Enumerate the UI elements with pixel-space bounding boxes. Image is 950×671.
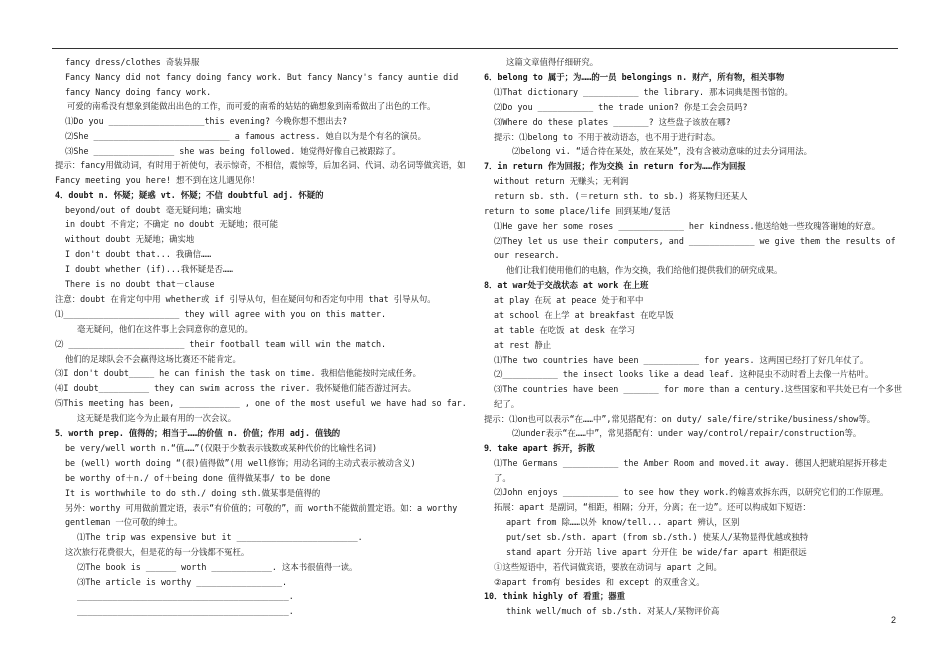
right-line: ②apart from有 besides 和 except 的双重含义。 [494,576,705,587]
left-line: ⑴The trip was expensive but it ________________________. [77,531,363,542]
left-line: ⑵The book is ______ worth ____________. 这本书很值得一读。 [77,561,358,572]
left-line: ⑴Do you ___________________this evening? 今晚你想不想出去? [65,115,348,126]
right-line: 8．at war处于交战状态 at work 在上班 [484,279,649,290]
left-line: 这次旅行花费很大，但是花的每一分钱都不冤枉。 [65,546,250,557]
right-line: at table 在吃饭 at desk 在学习 [494,324,636,335]
left-line: ⑸This meeting has been, ____________ , one of the most useful we have had so far. [55,398,467,409]
right-line: ⑶Where do these plates _______? 这些盘子该放在哪? [494,116,731,127]
right-line: put/set sb./sth. apart (from sb./sth.) 使某人/某物显得优越或独特 [506,531,809,542]
left-line: ⑴_______________________ they will agree with you on this matter. [55,308,387,319]
right-line: ⑴That dictionary ___________ the library. 那本词典是图书馆的。 [494,86,793,97]
header-rule [52,48,898,49]
page-number: 2 [890,615,896,625]
right-line: 9．take apart 拆开，拆散 [484,443,595,454]
left-line: 另外：worthy 可用做前置定语，表示“有价值的；可敬的”，而 worth不能做前置定语。如：a worthy gentleman 一位可敬的绅士。 [65,502,458,528]
right-line: 提示：⑴on也可以表示“在……中”,常见搭配有：on duty/ sale/fire/strike/business/show等。 [484,413,876,424]
right-line: stand apart 分开站 live apart 分开住 be wide/far apart 相距很远 [506,546,807,557]
right-line: ⑵John enjoys ___________ to see how they work.约翰喜欢拆东西，以研究它们的工作原理。 [494,487,889,498]
left-line: I don't doubt that... 我确信…… [65,249,212,260]
right-line: ⑵___________ the insect looks like a dead leaf. 这种昆虫不动时看上去像一片枯叶。 [494,369,874,380]
right-line: think well/much of sb./sth. 对某人/某物评价高 [506,606,720,617]
left-line: __________________________________________. [77,591,294,602]
right-line: ⑵Do you ___________ the trade union? 你是工会会员吗? [494,101,748,112]
right-line: 他们让我们使用他们的电脑，作为交换，我们给他们提供我们的研究成果。 [506,265,783,276]
right-line: 6．belong to 属于；为……的一员 belongings n. 财产，所有物，相关事物 [484,71,785,82]
left-line: ⑵ _______________________ their football team will win the match. [55,338,387,349]
left-line: Fancy Nancy did not fancy doing fancy work. But fancy Nancy's fancy auntie did fancy Nancy doing fancy work. [65,71,459,97]
right-line: at school 在上学 at breakfast 在吃早饭 [494,309,674,320]
right-line: at play 在玩 at peace 处于和平中 [494,294,644,305]
left-line: beyond/out of doubt 毫无疑问地；确实地 [65,204,242,215]
left-line: without doubt 无疑地；确实地 [65,234,195,245]
left-line: There is no doubt that－clause [65,279,215,290]
left-line: be very/well worth n.“值……”(仅限于少数表示钱数或某种代价的比喻性名词) [65,443,378,453]
right-line: ①这些短语中，若代词做宾语，要放在动词与 apart 之间。 [494,561,722,572]
right-line: ⑴The two countries have been ___________ for years. 这两国已经打了好几年仗了。 [494,354,869,365]
left-line: 他们的足球队会不会赢得这场比赛还不能肯定。 [65,353,241,364]
right-line: ⑴The Germans ___________ the Amber Room and moved.it away. 德国人把琥珀屋拆开移走了。 [494,458,887,483]
left-line: It is worthwhile to do sth./ doing sth.做某事是值得的 [65,487,321,498]
left-line: ⑶I don't doubt_____ he can finish the task on time. 我相信他能按时完成任务。 [55,368,422,379]
right-line: 提示：⑴belong to 不用于被动语态，也不用于进行时态。 [494,131,721,142]
left-line: ⑶The article is worthy _________________. [77,576,288,587]
left-line: in doubt 不肯定；不确定 no doubt 无疑地；很可能 [65,219,279,230]
right-line: 这篇文章值得仔细研究。 [506,57,599,67]
left-line: be worthy of＋n./ of＋being done 值得做某事/ to be done [65,472,331,483]
left-line: 提示：fancy用做动词，有时用于祈使句，表示惊奇，不相信，震惊等，后加名词、代词、动名词等做宾语，如Fancy meeting you here! 想不到在这儿遇见你！ [55,160,466,185]
left-line: ⑶She ________________ she was being followed. 她觉得好像自己被跟踪了。 [65,145,401,156]
right-line: ⑵under表示“在……中”，常见搭配有：under way/control/repair/construction等。 [512,428,862,439]
right-line: ⑶The countries have been _______ for more than a century.这些国家和平共处已有一个多世纪了。 [494,384,902,409]
right-line: apart from 除……以外 know/tell... apart 辨认，区别 [506,516,740,527]
left-line: 注意：doubt 在肯定句中用 whether或 if 引导从句，但在疑问句和否定句中用 that 引导从句。 [55,293,436,304]
right-line: return sb. sth. (＝return sth. to sb.) 将某物归还某人 [494,191,748,202]
left-line: 这无疑是我们迄今为止最有用的一次会议。 [77,413,237,424]
right-line: ⑵belong vi. “适合待在某处，放在某处”，没有含被动意味的过去分词用法。 [512,146,813,157]
right-column [484,55,902,619]
right-line: at rest 静止 [494,339,552,350]
left-line: 可爱的南希没有想象到能做出出色的工作，而可爱的南希的姑姑的确想象到南希做出了出色的工作。 [67,101,436,112]
right-line: 拓展：apart 是副词，“相距，相隔；分开，分离；在一边”。还可以构成如下短语： [494,502,811,512]
left-line: 毫无疑问，他们在这件事上会同意你的意见的。 [77,323,253,334]
right-line: 10．think highly of 看重；器重 [484,591,626,602]
left-line: fancy dress/clothes 奇装异服 [65,57,200,67]
left-column [55,55,472,619]
left-line: be (well) worth doing “(很)值得做”(用 well修饰；用动名词的主动式表示被动含义) [65,457,416,468]
left-line: I doubt whether (if)...我怀疑是否…… [65,264,233,275]
right-line: ⑴He gave her some roses _____________ her kindness.他送给她一些玫瑰答谢她的好意。 [494,220,881,231]
right-line: 7．in return 作为回报；作为交换 in return for为……作为回报 [484,161,746,172]
right-line: ⑵They let us use their computers, and _____________ we give them the results of our research. [494,235,896,261]
right-line: without return 无赚头；无利润 [494,176,629,187]
left-line: ⑵She ___________________________ a famous actress. 她自以为是个有名的演员。 [65,130,426,141]
left-line: 4．doubt n. 怀疑；疑惑 vt. 怀疑；不信 doubtful adj. 怀疑的 [55,189,324,200]
right-line: return to some place/life 回到某地/复活 [484,206,671,217]
left-line: 5．worth prep. 值得的；相当于……的价值 n. 价值；作用 adj. 值钱的 [55,428,341,439]
left-line: ⑷I doubt__________ they can swim across the river. 我怀疑他们能否游过河去。 [55,383,416,394]
left-line: __________________________________________. [77,606,294,617]
